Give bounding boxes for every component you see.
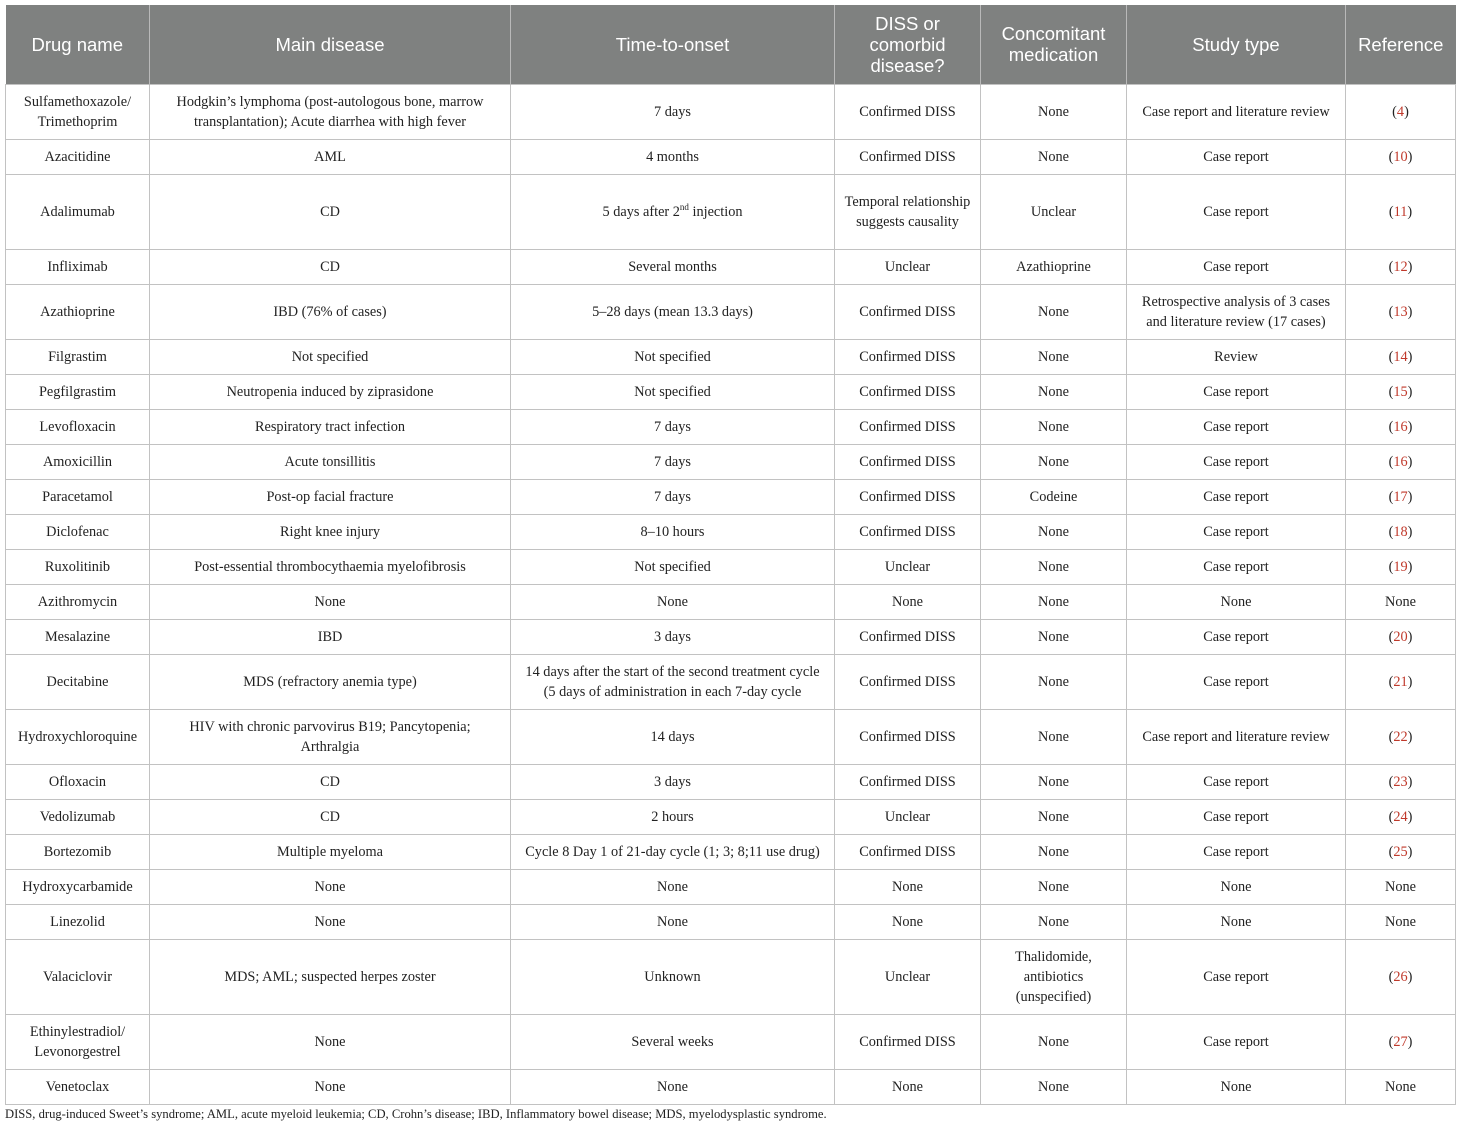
cell-drug-name: Paracetamol xyxy=(6,479,150,514)
cell-diss-status: Confirmed DISS xyxy=(835,514,981,549)
cell-study-type: Case report xyxy=(1127,549,1346,584)
table-row xyxy=(6,904,1456,939)
cell-reference xyxy=(1346,409,1456,444)
table-row xyxy=(6,869,1456,904)
table-row xyxy=(6,584,1456,619)
cell-concomitant-medication: None xyxy=(981,654,1127,709)
cell-concomitant-medication: None xyxy=(981,139,1127,174)
cell-drug-name: Adalimumab xyxy=(6,174,150,249)
cell-time-to-onset: 7 days xyxy=(511,84,835,139)
reference-bracket: ( xyxy=(1388,843,1394,860)
cell-concomitant-medication: None xyxy=(981,84,1127,139)
table-row xyxy=(6,174,1456,249)
cell-diss-status: Confirmed DISS xyxy=(835,139,981,174)
cell-main-disease: CD xyxy=(150,174,511,249)
cell-main-disease: MDS; AML; suspected herpes zoster xyxy=(150,939,511,1014)
cell-drug-name: Azacitidine xyxy=(6,139,150,174)
header-concomitant-medication: Concomitant medication xyxy=(981,5,1127,84)
reference-link[interactable]: 16 xyxy=(1393,453,1408,470)
cell-study-type: None xyxy=(1127,869,1346,904)
cell-drug-name: Mesalazine xyxy=(6,619,150,654)
cell-study-type: Case report xyxy=(1127,619,1346,654)
cell-study-type: Case report xyxy=(1127,939,1346,1014)
cell-time-to-onset: Not specified xyxy=(511,549,835,584)
cell-concomitant-medication: Codeine xyxy=(981,479,1127,514)
cell-reference xyxy=(1346,284,1456,339)
cell-study-type: Case report xyxy=(1127,444,1346,479)
cell-concomitant-medication: None xyxy=(981,444,1127,479)
table-row xyxy=(6,619,1456,654)
reference-link[interactable]: 15 xyxy=(1393,383,1408,400)
cell-main-disease: IBD xyxy=(150,619,511,654)
reference-bracket: ) xyxy=(1404,103,1409,120)
cell-diss-status: None xyxy=(835,904,981,939)
reference-bracket: ( xyxy=(1388,968,1394,985)
reference-bracket: ) xyxy=(1407,488,1413,505)
reference-bracket: ) xyxy=(1407,808,1413,825)
cell-diss-status: Confirmed DISS xyxy=(835,1014,981,1069)
cell-time-to-onset: 7 days xyxy=(511,409,835,444)
cell-reference xyxy=(1346,339,1456,374)
cell-reference: None xyxy=(1346,584,1456,619)
table-row xyxy=(6,139,1456,174)
cell-concomitant-medication: None xyxy=(981,869,1127,904)
cell-time-to-onset: Several months xyxy=(511,249,835,284)
cell-concomitant-medication: Azathioprine xyxy=(981,249,1127,284)
cell-main-disease: HIV with chronic parvovirus B19; Pancytopenia; Arthralgia xyxy=(150,709,511,764)
cell-study-type: Case report xyxy=(1127,174,1346,249)
table-row xyxy=(6,834,1456,869)
table-row xyxy=(6,654,1456,709)
cell-study-type: Case report xyxy=(1127,764,1346,799)
cell-concomitant-medication: None xyxy=(981,339,1127,374)
cell-time-to-onset: 3 days xyxy=(511,764,835,799)
table-row xyxy=(6,939,1456,1014)
cell-reference xyxy=(1346,249,1456,284)
reference-bracket: ( xyxy=(1388,148,1394,165)
cell-reference xyxy=(1346,84,1456,139)
cell-drug-name: Azithromycin xyxy=(6,584,150,619)
cell-time-to-onset: 3 days xyxy=(511,619,835,654)
reference-bracket: ( xyxy=(1388,1033,1394,1050)
cell-concomitant-medication: None xyxy=(981,584,1127,619)
cell-main-disease: AML xyxy=(150,139,511,174)
table-row xyxy=(6,479,1456,514)
table-row xyxy=(6,284,1456,339)
cell-drug-name: Ethinylestradiol/ Levonorgestrel xyxy=(6,1014,150,1069)
reference-bracket: ) xyxy=(1407,258,1413,275)
cell-diss-status: Confirmed DISS xyxy=(835,479,981,514)
table-row xyxy=(6,709,1456,764)
cell-study-type: Case report and literature review xyxy=(1127,84,1346,139)
onset-text-suffix: injection xyxy=(688,203,743,220)
table-header-row xyxy=(6,5,1456,84)
cell-main-disease: Right knee injury xyxy=(150,514,511,549)
reference-bracket: ( xyxy=(1388,303,1394,320)
cell-drug-name: Hydroxychloroquine xyxy=(6,709,150,764)
reference-link[interactable]: 14 xyxy=(1393,348,1408,365)
cell-time-to-onset: 5–28 days (mean 13.3 days) xyxy=(511,284,835,339)
cell-diss-status: Confirmed DISS xyxy=(835,764,981,799)
cell-time-to-onset: Cycle 8 Day 1 of 21-day cycle (1; 3; 8;11 use drug) xyxy=(511,834,835,869)
reference-bracket: ) xyxy=(1407,453,1413,470)
reference-bracket: ) xyxy=(1407,843,1413,860)
cell-reference xyxy=(1346,834,1456,869)
cell-main-disease: None xyxy=(150,584,511,619)
cell-concomitant-medication: None xyxy=(981,709,1127,764)
reference-link[interactable]: 18 xyxy=(1393,523,1408,540)
onset-superscript: nd xyxy=(679,201,689,212)
cell-study-type: Case report xyxy=(1127,249,1346,284)
reference-link[interactable]: 27 xyxy=(1393,1033,1408,1050)
cell-main-disease: Not specified xyxy=(150,339,511,374)
table-row xyxy=(6,444,1456,479)
reference-link[interactable]: 24 xyxy=(1393,808,1408,825)
cell-reference xyxy=(1346,764,1456,799)
reference-link[interactable]: 26 xyxy=(1393,968,1408,985)
reference-link[interactable]: 10 xyxy=(1393,148,1408,165)
table-body xyxy=(6,84,1456,1104)
header-diss-or-comorbid: DISS or comorbid disease? xyxy=(835,5,981,84)
reference-bracket: ) xyxy=(1407,1033,1413,1050)
reference-bracket: ( xyxy=(1388,418,1394,435)
reference-bracket: ) xyxy=(1407,728,1413,745)
header-drug-name: Drug name xyxy=(6,5,150,84)
cell-study-type: Case report and literature review xyxy=(1127,709,1346,764)
cell-main-disease: Multiple myeloma xyxy=(150,834,511,869)
header-main-disease: Main disease xyxy=(150,5,511,84)
cell-time-to-onset: 14 days after the start of the second treatment cycle (5 days of administration in each 7-day cycle xyxy=(511,654,835,709)
cell-concomitant-medication: None xyxy=(981,284,1127,339)
cell-reference: None xyxy=(1346,1069,1456,1104)
cell-main-disease: CD xyxy=(150,249,511,284)
reference-bracket: ( xyxy=(1388,488,1394,505)
cell-drug-name: Amoxicillin xyxy=(6,444,150,479)
cell-diss-status: Confirmed DISS xyxy=(835,374,981,409)
cell-drug-name: Azathioprine xyxy=(6,284,150,339)
reference-bracket: ( xyxy=(1388,808,1394,825)
reference-bracket: ( xyxy=(1388,558,1394,575)
reference-link[interactable]: 13 xyxy=(1393,303,1408,320)
reference-bracket: ) xyxy=(1407,303,1413,320)
cell-diss-status: Confirmed DISS xyxy=(835,339,981,374)
reference-bracket: ) xyxy=(1407,558,1413,575)
cell-main-disease: IBD (76% of cases) xyxy=(150,284,511,339)
cell-reference xyxy=(1346,139,1456,174)
cell-time-to-onset: None xyxy=(511,1069,835,1104)
cell-drug-name: Infliximab xyxy=(6,249,150,284)
cell-study-type: Case report xyxy=(1127,139,1346,174)
cell-time-to-onset: Not specified xyxy=(511,374,835,409)
cell-time-to-onset: 7 days xyxy=(511,444,835,479)
cell-time-to-onset: 2 hours xyxy=(511,799,835,834)
cell-reference xyxy=(1346,654,1456,709)
reference-link[interactable]: 16 xyxy=(1393,418,1408,435)
cell-drug-name: Sulfamethoxazole/ Trimethoprim xyxy=(6,84,150,139)
reference-bracket: ) xyxy=(1407,418,1413,435)
cell-diss-status: Unclear xyxy=(835,249,981,284)
table-row xyxy=(6,409,1456,444)
cell-time-to-onset: None xyxy=(511,584,835,619)
reference-link[interactable]: 4 xyxy=(1396,103,1405,120)
cell-main-disease: Post-op facial fracture xyxy=(150,479,511,514)
cell-reference xyxy=(1346,374,1456,409)
cell-concomitant-medication: None xyxy=(981,764,1127,799)
cell-reference xyxy=(1346,174,1456,249)
cell-diss-status: Confirmed DISS xyxy=(835,619,981,654)
cell-reference xyxy=(1346,479,1456,514)
cell-concomitant-medication: Thalidomide, antibiotics (unspecified) xyxy=(981,939,1127,1014)
reference-link[interactable]: 25 xyxy=(1393,843,1408,860)
reference-bracket: ( xyxy=(1388,728,1394,745)
reference-link[interactable]: 22 xyxy=(1393,728,1408,745)
cell-diss-status: None xyxy=(835,1069,981,1104)
cell-study-type: Case report xyxy=(1127,799,1346,834)
table-row xyxy=(6,764,1456,799)
reference-link[interactable]: 20 xyxy=(1393,628,1408,645)
cell-concomitant-medication: Unclear xyxy=(981,174,1127,249)
cell-main-disease: CD xyxy=(150,764,511,799)
cell-drug-name: Decitabine xyxy=(6,654,150,709)
cell-study-type: Review xyxy=(1127,339,1346,374)
cell-time-to-onset: Unknown xyxy=(511,939,835,1014)
cell-drug-name: Linezolid xyxy=(6,904,150,939)
header-time-to-onset: Time-to-onset xyxy=(511,5,835,84)
reference-link[interactable]: 11 xyxy=(1393,203,1408,220)
reference-bracket: ) xyxy=(1407,968,1413,985)
cell-drug-name: Levofloxacin xyxy=(6,409,150,444)
cell-drug-name: Filgrastim xyxy=(6,339,150,374)
cell-drug-name: Hydroxycarbamide xyxy=(6,869,150,904)
cell-concomitant-medication: None xyxy=(981,799,1127,834)
reference-bracket: ( xyxy=(1388,628,1394,645)
cell-drug-name: Vedolizumab xyxy=(6,799,150,834)
table-row xyxy=(6,84,1456,139)
cell-diss-status: Confirmed DISS xyxy=(835,709,981,764)
reference-link[interactable]: 17 xyxy=(1393,488,1408,505)
cell-study-type: None xyxy=(1127,584,1346,619)
cell-diss-status: Unclear xyxy=(835,939,981,1014)
reference-bracket: ) xyxy=(1407,773,1413,790)
cell-main-disease: MDS (refractory anemia type) xyxy=(150,654,511,709)
reference-bracket: ) xyxy=(1407,383,1413,400)
cell-main-disease: CD xyxy=(150,799,511,834)
table-row xyxy=(6,549,1456,584)
cell-main-disease: None xyxy=(150,869,511,904)
cell-concomitant-medication: None xyxy=(981,514,1127,549)
cell-concomitant-medication: None xyxy=(981,619,1127,654)
reference-bracket: ( xyxy=(1388,523,1394,540)
reference-bracket: ( xyxy=(1388,773,1394,790)
reference-link[interactable]: 12 xyxy=(1393,258,1408,275)
cell-time-to-onset: Several weeks xyxy=(511,1014,835,1069)
cell-reference xyxy=(1346,709,1456,764)
cell-reference xyxy=(1346,1014,1456,1069)
cell-concomitant-medication: None xyxy=(981,549,1127,584)
cell-concomitant-medication: None xyxy=(981,904,1127,939)
table-row xyxy=(6,374,1456,409)
table-row xyxy=(6,1014,1456,1069)
reference-bracket: ( xyxy=(1388,203,1394,220)
reference-bracket: ( xyxy=(1388,383,1394,400)
table-footnote: DISS, drug-induced Sweet’s syndrome; AML, acute myeloid leukemia; CD, Crohn’s disease; IBD, Inflammatory bowel disease; MDS, myelodysplastic syndrome. xyxy=(5,1107,827,1121)
reference-link[interactable]: 23 xyxy=(1393,773,1408,790)
cell-diss-status: Confirmed DISS xyxy=(835,284,981,339)
cell-study-type: Case report xyxy=(1127,409,1346,444)
reference-bracket: ) xyxy=(1407,628,1413,645)
header-study-type: Study type xyxy=(1127,5,1346,84)
cell-drug-name: Venetoclax xyxy=(6,1069,150,1104)
onset-text: 5 days after 2 xyxy=(602,203,680,220)
cell-study-type: None xyxy=(1127,1069,1346,1104)
cell-diss-status: Confirmed DISS xyxy=(835,84,981,139)
cell-reference: None xyxy=(1346,904,1456,939)
cell-time-to-onset: None xyxy=(511,904,835,939)
cell-concomitant-medication: None xyxy=(981,374,1127,409)
cell-concomitant-medication: None xyxy=(981,1069,1127,1104)
cell-diss-status: Unclear xyxy=(835,799,981,834)
cell-diss-status: Confirmed DISS xyxy=(835,834,981,869)
table-row xyxy=(6,514,1456,549)
reference-bracket: ) xyxy=(1407,673,1413,690)
cell-diss-status: Confirmed DISS xyxy=(835,444,981,479)
cell-diss-status: None xyxy=(835,869,981,904)
cell-drug-name: Pegfilgrastim xyxy=(6,374,150,409)
cell-main-disease: Respiratory tract infection xyxy=(150,409,511,444)
cell-study-type: Case report xyxy=(1127,834,1346,869)
cell-main-disease: Hodgkin’s lymphoma (post-autologous bone, marrow transplantation); Acute diarrhea with high fever xyxy=(150,84,511,139)
cell-time-to-onset: 4 months xyxy=(511,139,835,174)
cell-main-disease: Post-essential thrombocythaemia myelofibrosis xyxy=(150,549,511,584)
cell-drug-name: Diclofenac xyxy=(6,514,150,549)
header-reference: Reference xyxy=(1346,5,1456,84)
cell-time-to-onset: None xyxy=(511,869,835,904)
reference-bracket: ( xyxy=(1388,453,1394,470)
reference-bracket: ) xyxy=(1407,523,1413,540)
cell-main-disease: None xyxy=(150,1014,511,1069)
cell-study-type: Retrospective analysis of 3 cases and literature review (17 cases) xyxy=(1127,284,1346,339)
reference-link[interactable]: 19 xyxy=(1393,558,1408,575)
cell-drug-name: Bortezomib xyxy=(6,834,150,869)
cell-concomitant-medication: None xyxy=(981,409,1127,444)
cell-reference xyxy=(1346,619,1456,654)
cell-reference: None xyxy=(1346,869,1456,904)
cell-study-type: Case report xyxy=(1127,479,1346,514)
cell-study-type: Case report xyxy=(1127,374,1346,409)
cell-diss-status: None xyxy=(835,584,981,619)
cell-time-to-onset: 7 days xyxy=(511,479,835,514)
cell-main-disease: None xyxy=(150,904,511,939)
cell-study-type: Case report xyxy=(1127,654,1346,709)
drug-induced-sweet-syndrome-table xyxy=(5,5,1456,1105)
cell-diss-status: Confirmed DISS xyxy=(835,409,981,444)
cell-time-to-onset: 14 days xyxy=(511,709,835,764)
cell-concomitant-medication: None xyxy=(981,834,1127,869)
cell-reference xyxy=(1346,514,1456,549)
cell-reference xyxy=(1346,444,1456,479)
cell-study-type: Case report xyxy=(1127,514,1346,549)
table-row xyxy=(6,799,1456,834)
cell-study-type: None xyxy=(1127,904,1346,939)
cell-time-to-onset xyxy=(511,174,835,249)
reference-bracket: ) xyxy=(1407,148,1413,165)
cell-study-type: Case report xyxy=(1127,1014,1346,1069)
cell-concomitant-medication: None xyxy=(981,1014,1127,1069)
reference-bracket: ( xyxy=(1392,103,1397,120)
reference-link[interactable]: 21 xyxy=(1393,673,1408,690)
cell-reference xyxy=(1346,549,1456,584)
cell-drug-name: Ofloxacin xyxy=(6,764,150,799)
cell-reference xyxy=(1346,939,1456,1014)
reference-bracket: ( xyxy=(1388,258,1394,275)
cell-time-to-onset: Not specified xyxy=(511,339,835,374)
cell-diss-status: Confirmed DISS xyxy=(835,654,981,709)
cell-main-disease: None xyxy=(150,1069,511,1104)
drug-table-container xyxy=(5,5,1455,1105)
cell-drug-name: Ruxolitinib xyxy=(6,549,150,584)
cell-reference xyxy=(1346,799,1456,834)
reference-bracket: ) xyxy=(1407,348,1413,365)
cell-main-disease: Acute tonsillitis xyxy=(150,444,511,479)
reference-bracket: ) xyxy=(1407,203,1413,220)
cell-drug-name: Valaciclovir xyxy=(6,939,150,1014)
table-row xyxy=(6,1069,1456,1104)
reference-bracket: ( xyxy=(1388,673,1394,690)
cell-diss-status: Unclear xyxy=(835,549,981,584)
cell-time-to-onset: 8–10 hours xyxy=(511,514,835,549)
table-row xyxy=(6,249,1456,284)
cell-diss-status: Temporal relationship suggests causality xyxy=(835,174,981,249)
reference-bracket: ( xyxy=(1388,348,1394,365)
table-row xyxy=(6,339,1456,374)
cell-main-disease: Neutropenia induced by ziprasidone xyxy=(150,374,511,409)
